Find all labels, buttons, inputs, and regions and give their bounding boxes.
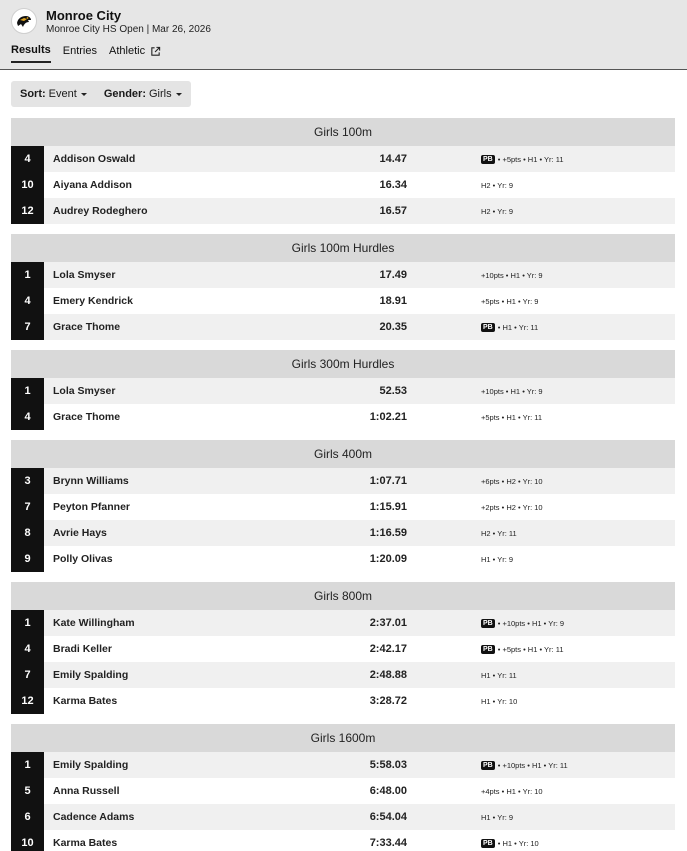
place-badge: 4 [11,288,44,314]
result-details [481,297,538,306]
gender-label: Gender: [103,88,146,100]
detail-text: +5pts • H1 • Yr: 9 [481,296,539,306]
table-row[interactable] [11,636,675,662]
team-name: Monroe City [46,8,122,23]
result-details [481,413,542,422]
athlete-name[interactable]: Emery Kendrick [53,295,133,307]
athlete-name[interactable]: Emily Spalding [53,759,129,771]
table-row[interactable] [11,752,675,778]
gender-value: Girls [149,88,172,100]
athlete-name[interactable]: Peyton Pfanner [53,501,131,513]
tab-athletic[interactable] [109,44,161,63]
athlete-name[interactable]: Brynn Williams [53,475,129,487]
table-row[interactable] [11,662,675,688]
result-mark: 6:48.00 [369,785,407,797]
event-section [11,118,675,224]
athlete-name[interactable]: Lola Smyser [53,385,116,397]
result-mark: 1:02.21 [369,411,407,423]
detail-text: H2 • Yr: 9 [481,180,514,190]
table-row[interactable] [11,546,675,572]
place-badge: 3 [11,468,44,494]
athlete-name[interactable]: Bradi Keller [53,643,112,655]
result-details [481,323,538,332]
event-section [11,582,675,714]
detail-text: • H1 • Yr: 10 [497,838,539,848]
result-details [481,671,517,680]
place-badge: 10 [11,830,44,851]
event-header: Girls 300m Hurdles [11,350,675,378]
result-details [481,477,543,486]
pb-badge: PB [483,323,493,331]
detail-text: +5pts • H1 • Yr: 11 [481,412,543,422]
sort-dropdown[interactable] [20,88,87,100]
detail-text: • H1 • Yr: 11 [497,322,539,332]
detail-text: H1 • Yr: 9 [481,554,514,564]
place-badge: 1 [11,262,44,288]
result-mark: 52.53 [379,385,407,397]
result-mark: 18.91 [379,295,407,307]
place-badge: 4 [11,636,44,662]
result-mark: 2:48.88 [369,669,407,681]
chevron-down-icon [176,93,182,96]
nav-tabs [11,44,173,63]
result-mark: 1:16.59 [369,527,407,539]
chevron-down-icon [81,93,87,96]
detail-text: H2 • Yr: 9 [481,206,514,216]
result-mark: 2:37.01 [369,617,407,629]
tab-athletic-label: Athletic [109,45,146,57]
pb-badge: PB [483,155,493,163]
result-mark: 17.49 [379,269,407,281]
meet-subtitle: Monroe City HS Open | Mar 26, 2026 [46,24,211,35]
results-list [11,118,675,851]
detail-text: +4pts • H1 • Yr: 10 [481,786,543,796]
table-row[interactable] [11,288,675,314]
place-badge: 1 [11,752,44,778]
athlete-name[interactable]: Grace Thome [53,411,121,423]
athlete-name[interactable]: Polly Olivas [53,553,113,565]
detail-text: +2pts • H2 • Yr: 10 [481,502,543,512]
event-header: Girls 100m Hurdles [11,234,675,262]
external-link-icon [150,46,161,57]
result-details [481,529,517,538]
place-badge: 12 [11,198,44,224]
place-badge: 4 [11,146,44,172]
result-details [481,387,543,396]
result-details [481,761,568,770]
place-badge: 7 [11,662,44,688]
result-details [481,619,564,628]
place-badge: 9 [11,546,44,572]
table-row[interactable] [11,262,675,288]
detail-text: +10pts • H1 • Yr: 9 [481,386,543,396]
pb-badge: PB [483,645,493,653]
result-mark: 1:15.91 [369,501,407,513]
tab-results[interactable] [11,44,51,63]
athlete-name[interactable]: Kate Willingham [53,617,135,629]
pb-badge: PB [483,619,493,627]
result-mark: 16.57 [379,205,407,217]
event-results [11,146,675,224]
place-badge: 6 [11,804,44,830]
athlete-name[interactable]: Addison Oswald [53,153,136,165]
result-mark: 2:42.17 [369,643,407,655]
place-badge: 7 [11,494,44,520]
result-mark: 3:28.72 [369,695,407,707]
event-results [11,752,675,851]
event-section [11,350,675,430]
result-mark: 20.35 [379,321,407,333]
event-header: Girls 1600m [11,724,675,752]
detail-text: • +5pts • H1 • Yr: 11 [497,644,564,654]
filter-bar [11,81,191,107]
detail-text: +10pts • H1 • Yr: 9 [481,270,543,280]
detail-text: H1 • Yr: 11 [481,670,517,680]
detail-text: • +5pts • H1 • Yr: 11 [497,154,564,164]
place-badge: 4 [11,404,44,430]
table-row[interactable] [11,778,675,804]
table-row[interactable] [11,830,675,851]
event-section [11,234,675,340]
result-details [481,503,543,512]
result-details [481,839,539,848]
tab-entries[interactable] [63,44,97,63]
result-details [481,207,513,216]
athlete-name[interactable]: Cadence Adams [53,811,135,823]
result-mark: 1:20.09 [369,553,407,565]
place-badge: 7 [11,314,44,340]
place-badge: 12 [11,688,44,714]
event-header: Girls 800m [11,582,675,610]
result-mark: 14.47 [379,153,407,165]
tab-entries-label: Entries [62,45,97,57]
result-details [481,155,564,164]
result-mark: 6:54.04 [369,811,407,823]
athlete-name[interactable]: Lola Smyser [53,269,116,281]
app-header [0,0,687,70]
result-details [481,645,564,654]
event-results [11,378,675,430]
result-mark: 16.34 [379,179,407,191]
table-row[interactable] [11,520,675,546]
athlete-name[interactable]: Karma Bates [53,837,118,849]
team-logo-icon [11,8,37,34]
table-row[interactable] [11,610,675,636]
place-badge: 5 [11,778,44,804]
table-row[interactable] [11,146,675,172]
result-details [481,181,513,190]
pb-badge: PB [483,761,493,769]
table-row[interactable] [11,378,675,404]
gender-dropdown[interactable] [104,88,182,100]
result-details [481,697,517,706]
athlete-name[interactable]: Anna Russell [53,785,120,797]
athlete-name[interactable]: Audrey Rodeghero [53,205,148,217]
place-badge: 1 [11,610,44,636]
pb-badge: PB [483,839,493,847]
event-header: Girls 400m [11,440,675,468]
place-badge: 8 [11,520,44,546]
detail-text: H2 • Yr: 11 [481,528,517,538]
table-row[interactable] [11,494,675,520]
athlete-name[interactable]: Grace Thome [53,321,121,333]
event-section [11,440,675,572]
detail-text: • +10pts • H1 • Yr: 9 [497,618,565,628]
result-details [481,555,513,564]
event-results [11,468,675,572]
place-badge: 1 [11,378,44,404]
table-row[interactable] [11,314,675,340]
place-badge: 10 [11,172,44,198]
event-results [11,610,675,714]
athlete-name[interactable]: Aiyana Addison [53,179,132,191]
detail-text: H1 • Yr: 9 [481,812,514,822]
result-details [481,813,513,822]
result-details [481,271,543,280]
result-mark: 7:33.44 [369,837,407,849]
event-header: Girls 100m [11,118,675,146]
tab-results-label: Results [11,44,51,56]
detail-text: • +10pts • H1 • Yr: 11 [497,760,568,770]
athlete-name[interactable]: Avrie Hays [53,527,107,539]
athlete-name[interactable]: Emily Spalding [53,669,129,681]
table-row[interactable] [11,804,675,830]
detail-text: H1 • Yr: 10 [481,696,518,706]
table-row[interactable] [11,688,675,714]
sort-value: Event [48,88,77,100]
athlete-name[interactable]: Karma Bates [53,695,118,707]
table-row[interactable] [11,172,675,198]
result-mark: 5:58.03 [369,759,407,771]
sort-label: Sort: [20,88,46,100]
detail-text: +6pts • H2 • Yr: 10 [481,476,543,486]
event-results [11,262,675,340]
table-row[interactable] [11,198,675,224]
event-section [11,724,675,851]
result-mark: 1:07.71 [369,475,407,487]
table-row[interactable] [11,404,675,430]
result-details [481,787,543,796]
table-row[interactable] [11,468,675,494]
